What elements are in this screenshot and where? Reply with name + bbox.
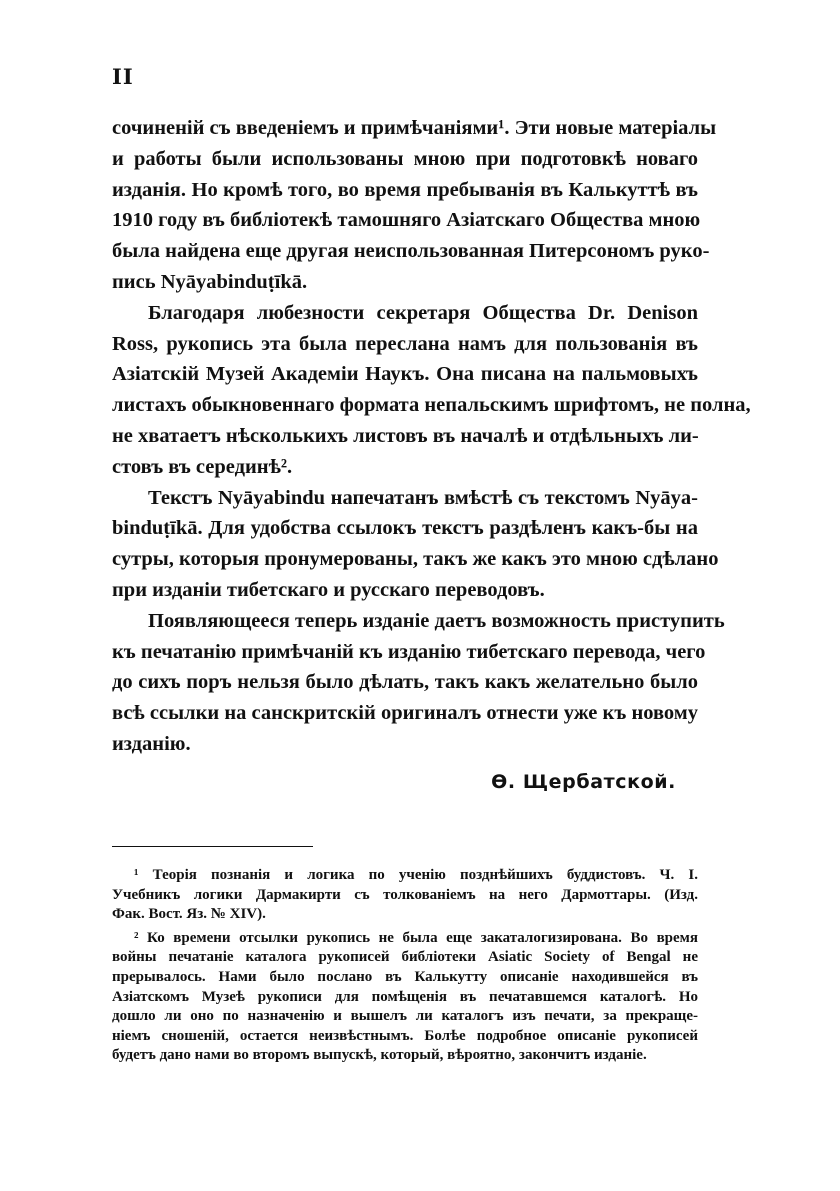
paragraph-2-line-6: стовъ въ серединѣ². <box>112 455 293 478</box>
footnote-2-line-2: войны печатаніе каталога рукописей библіотеки Asiatic Society of Bengal не <box>112 949 698 966</box>
paragraph-2-line-4: листахъ обыкновеннаго формата непальскимъ шрифтомъ, не полна, <box>112 394 751 417</box>
footnote-2-line-1: ² Ко времени отсылки рукопись не была еще закаталогизирована. Во время <box>134 929 698 946</box>
paragraph-1-line-2: и работы были использованы мною при подготовкѣ новаго <box>112 147 698 170</box>
paragraph-1-line-4: 1910 году въ библіотекѣ тамошняго Азіатскаго Общества мною <box>112 209 701 232</box>
paragraph-4-line-5: изданію. <box>112 732 191 755</box>
paragraph-1-line-6: пись Nyāyabinduṭīkā. <box>112 270 308 293</box>
footnote-2-line-6: ніемъ сношеній, остается неизвѣстнымъ. Болѣе подробное описаніе рукописей <box>112 1027 698 1044</box>
paragraph-3-line-4: при изданіи тибетскаго и русскаго переводовъ. <box>112 578 545 601</box>
paragraph-3-line-2: binduṭīkā. Для удобства ссылокъ текстъ раздѣленъ какъ-бы на <box>112 517 698 540</box>
footnote-divider <box>112 846 313 847</box>
paragraph-4-line-1: Появляющееся теперь изданіе даетъ возможность приступить <box>148 609 725 632</box>
paragraph-4-line-3: до сихъ поръ нельзя было дѣлать, такъ какъ желательно было <box>112 671 698 694</box>
paragraph-1-line-3: изданія. Но кромѣ того, во время пребыванія въ Калькуттѣ въ <box>112 178 698 201</box>
footnote-2-line-7: будетъ дано нами во второмъ выпускѣ, который, вѣроятно, закончитъ изданіе. <box>112 1047 647 1064</box>
paragraph-4-line-4: всѣ ссылки на санскритскій оригиналъ отнести уже къ новому <box>112 702 698 725</box>
body-text <box>112 113 751 804</box>
paragraph-3-line-3: сутры, которыя пронумерованы, такъ же какъ это мною сдѣлано <box>112 548 719 571</box>
page-number: II <box>112 64 134 89</box>
signature-line <box>112 760 698 804</box>
paragraph-1-line-1: сочиненій съ введеніемъ и примѣчаніями¹. Эти новые матеріалы <box>112 117 717 139</box>
footnote-1-line-1: ¹ Теорія познанія и логика по ученію позднѣйшихъ буддистовъ. Ч. I. <box>134 867 698 883</box>
paragraph-2-line-2: Ross, рукопись эта была переслана намъ для пользованія въ <box>112 332 698 355</box>
footnote-1-line-3: Фак. Вост. Яз. № XIV). <box>112 906 266 923</box>
footnote-2-line-3: прерывалось. Нами было послано въ Калькутту описаніе находившейся въ <box>112 968 698 985</box>
footnote-1-line-2: Учебникъ логики Дармакирти съ толкованіемъ на него Дармоттары. (Изд. <box>112 886 698 903</box>
footnote-2-line-5: дошло ли оно по назначенію и вышелъ ли каталогъ изъ печати, за прекраще- <box>112 1008 698 1025</box>
signature: Ѳ. Щербатской. <box>491 770 676 793</box>
paragraph-2-line-5: не хватаетъ нѣсколькихъ листовъ въ началѣ и отдѣльныхъ ли- <box>112 424 699 447</box>
paragraph-3-line-1: Текстъ Nyāyabindu напечатанъ вмѣстѣ съ текстомъ Nyāya- <box>148 486 698 509</box>
footnotes <box>112 866 698 1066</box>
paragraph-2-line-3: Азіатскій Музей Академіи Наукъ. Она писана на пальмовыхъ <box>112 363 698 386</box>
footnote-2-line-4: Азіатскомъ Музеѣ рукописи для помѣщенія въ печатавшемся каталогѣ. Но <box>112 988 698 1005</box>
paragraph-1-line-5: была найдена еще другая неиспользованная Питерсономъ руко- <box>112 240 710 263</box>
paragraph-4-line-2: къ печатанію примѣчаній къ изданію тибетскаго перевода, чего <box>112 640 706 663</box>
paragraph-2-line-1: Благодаря любезности секретаря Общества Dr. Denison <box>148 301 698 324</box>
